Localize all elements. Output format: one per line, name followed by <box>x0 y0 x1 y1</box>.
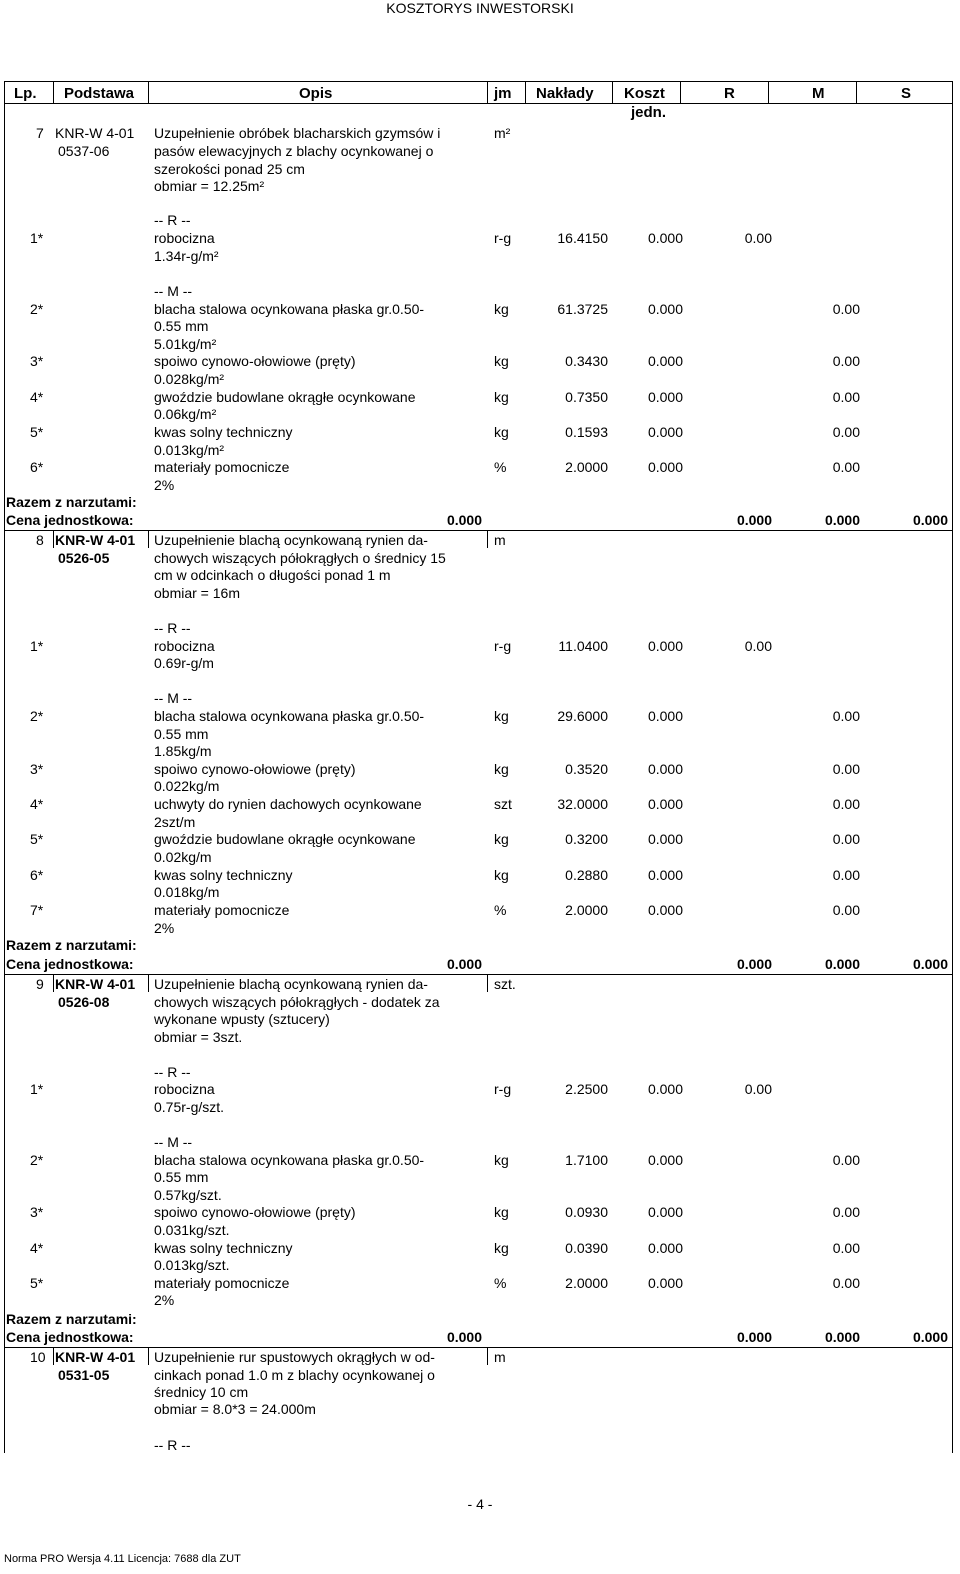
resource-koszt: 0.000 <box>647 867 683 883</box>
col-line <box>612 81 613 103</box>
resource-name: kwas solny techniczny <box>154 867 293 883</box>
resource-koszt: 0.000 <box>647 1240 683 1256</box>
resource-value-m: 0.00 <box>832 459 860 475</box>
resource-lp: 2* <box>30 301 44 317</box>
resource-norm: 2% <box>154 920 175 936</box>
r-section-header: -- R -- <box>154 1437 191 1453</box>
col-line <box>952 81 953 1453</box>
col-line <box>487 975 488 992</box>
col-header-r: R <box>724 85 735 102</box>
resource-value-m: 0.00 <box>832 1240 860 1256</box>
col-line <box>53 531 54 548</box>
resource-naklady: 0.2880 <box>565 867 608 883</box>
cena-r: 0.000 <box>736 1329 772 1345</box>
resource-koszt: 0.000 <box>647 1204 683 1220</box>
r-section-header: -- R -- <box>154 1064 191 1080</box>
resource-unit: kg <box>494 301 509 317</box>
resource-unit: r-g <box>494 638 512 654</box>
resource-value-m: 0.00 <box>832 708 860 724</box>
resource-koszt: 0.000 <box>647 1275 683 1291</box>
resource-value-m: 0.00 <box>832 1275 860 1291</box>
resource-name: robocizna <box>154 638 215 654</box>
resource-naklady: 29.6000 <box>557 708 608 724</box>
resource-lp: 6* <box>30 867 44 883</box>
item-separator <box>4 1347 952 1348</box>
cena-label: Cena jednostkowa: <box>6 1329 134 1345</box>
razem-label: Razem z narzutami: <box>6 1311 137 1327</box>
col-line <box>148 1348 149 1365</box>
resource-lp: 3* <box>30 1204 44 1220</box>
resource-value-m: 0.00 <box>832 424 860 440</box>
razem-label: Razem z narzutami: <box>6 937 137 953</box>
resource-unit: % <box>494 902 507 918</box>
resource-norm: 5.01kg/m² <box>154 336 217 352</box>
cena-m: 0.000 <box>824 956 860 972</box>
resource-value-m: 0.00 <box>832 796 860 812</box>
item-desc-line: szerokości ponad 25 cm <box>154 161 305 177</box>
item-basis: KNR-W 4-01 <box>55 976 136 992</box>
item-desc-line: Uzupełnienie rur spustowych okrągłych w od- <box>154 1349 435 1365</box>
resource-lp: 5* <box>30 831 44 847</box>
resource-unit: % <box>494 1275 507 1291</box>
resource-koszt: 0.000 <box>647 459 683 475</box>
resource-value-m: 0.00 <box>832 831 860 847</box>
license-footer: Norma PRO Wersja 4.11 Licencja: 7688 dla ZUT <box>4 1553 241 1565</box>
col-header-naklady: Nakłady <box>536 85 594 102</box>
resource-name-cont: 0.55 mm <box>154 726 209 742</box>
cena-label: Cena jednostkowa: <box>6 512 134 528</box>
item-desc-line: cinkach ponad 1.0 m z blachy ocynkowanej o <box>154 1367 435 1383</box>
m-section-header: -- M -- <box>154 283 193 299</box>
col-header-koszt: Koszt <box>624 85 665 102</box>
resource-value-r: 0.00 <box>744 230 772 246</box>
resource-norm: 0.06kg/m² <box>154 406 217 422</box>
resource-unit: kg <box>494 353 509 369</box>
razem-label: Razem z narzutami: <box>6 494 137 510</box>
col-line <box>680 81 681 103</box>
item-unit: m² <box>494 125 511 141</box>
col-line <box>487 1348 488 1365</box>
cena-m: 0.000 <box>824 512 860 528</box>
cena-r: 0.000 <box>736 956 772 972</box>
resource-name: kwas solny techniczny <box>154 1240 293 1256</box>
resource-name: blacha stalowa ocynkowana płaska gr.0.50- <box>154 301 425 317</box>
item-desc-line: pasów elewacyjnych z blachy ocynkowanej o <box>154 143 434 159</box>
item-desc-line: chowych wiszących półokrągłych - dodatek za <box>154 994 440 1010</box>
item-basis: KNR-W 4-01 <box>55 1349 136 1365</box>
col-line <box>4 81 5 1453</box>
item-lp: 8 <box>36 532 44 548</box>
resource-koszt: 0.000 <box>647 389 683 405</box>
item-lp: 9 <box>36 976 44 992</box>
m-section-header: -- M -- <box>154 1134 193 1150</box>
resource-naklady: 0.3430 <box>565 353 608 369</box>
resource-norm: 0.031kg/szt. <box>154 1222 230 1238</box>
resource-koszt: 0.000 <box>647 708 683 724</box>
cena-value: 0.000 <box>446 512 482 528</box>
resource-name: uchwyty do rynien dachowych ocynkowane <box>154 796 422 812</box>
item-desc-line: obmiar = 16m <box>154 585 240 601</box>
m-section-header: -- M -- <box>154 690 193 706</box>
item-basis-code: 0526-08 <box>58 994 110 1010</box>
table-top-border <box>4 81 952 82</box>
cena-label: Cena jednostkowa: <box>6 956 134 972</box>
cena-m: 0.000 <box>824 1329 860 1345</box>
resource-name: gwoździe budowlane okrągłe ocynkowane <box>154 389 416 405</box>
header-bottom-border <box>4 103 952 104</box>
col-header-s: S <box>901 85 912 102</box>
resource-norm: 2% <box>154 477 175 493</box>
resource-naklady: 11.0400 <box>558 638 608 654</box>
resource-unit: kg <box>494 831 509 847</box>
col-line <box>525 81 526 103</box>
resource-lp: 4* <box>30 796 44 812</box>
resource-name: spoiwo cynowo-ołowiowe (pręty) <box>154 761 356 777</box>
resource-naklady: 32.0000 <box>557 796 608 812</box>
col-line <box>148 975 149 992</box>
item-desc-line: obmiar = 12.25m² <box>154 178 265 194</box>
item-lp: 10 <box>30 1349 46 1365</box>
resource-naklady: 2.0000 <box>565 902 608 918</box>
resource-lp: 1* <box>30 638 44 654</box>
resource-unit: r-g <box>494 230 512 246</box>
resource-name: spoiwo cynowo-ołowiowe (pręty) <box>154 1204 356 1220</box>
resource-norm: 0.02kg/m <box>154 849 212 865</box>
col-line <box>53 975 54 992</box>
item-basis-code: 0526-05 <box>58 550 110 566</box>
resource-lp: 5* <box>30 1275 44 1291</box>
resource-unit: kg <box>494 867 509 883</box>
col-line <box>487 531 488 548</box>
r-section-header: -- R -- <box>154 620 191 636</box>
resource-naklady: 0.3520 <box>565 761 608 777</box>
resource-value-m: 0.00 <box>832 301 860 317</box>
resource-naklady: 2.0000 <box>565 1275 608 1291</box>
resource-naklady: 61.3725 <box>557 301 608 317</box>
item-unit: m <box>494 532 506 548</box>
resource-name: kwas solny techniczny <box>154 424 293 440</box>
resource-koszt: 0.000 <box>647 353 683 369</box>
resource-name: robocizna <box>154 230 215 246</box>
resource-name: robocizna <box>154 1081 215 1097</box>
resource-naklady: 0.0390 <box>565 1240 608 1256</box>
item-unit: szt. <box>494 976 516 992</box>
resource-lp: 3* <box>30 761 44 777</box>
resource-value-m: 0.00 <box>832 867 860 883</box>
resource-unit: kg <box>494 1240 509 1256</box>
col-header-jm: jm <box>494 85 512 102</box>
resource-koszt: 0.000 <box>647 230 683 246</box>
resource-naklady: 1.7100 <box>565 1152 608 1168</box>
resource-norm: 2szt/m <box>154 814 196 830</box>
resource-name: blacha stalowa ocynkowana płaska gr.0.50- <box>154 1152 425 1168</box>
resource-naklady: 16.4150 <box>557 230 608 246</box>
resource-value-m: 0.00 <box>832 761 860 777</box>
col-header-opis: Opis <box>299 85 333 102</box>
item-unit: m <box>494 1349 506 1365</box>
resource-unit: kg <box>494 1152 509 1168</box>
resource-koszt: 0.000 <box>647 424 683 440</box>
resource-unit: kg <box>494 424 509 440</box>
resource-koszt: 0.000 <box>647 831 683 847</box>
item-desc-line: średnicy 10 cm <box>154 1384 249 1400</box>
col-line <box>768 81 769 103</box>
col-line <box>487 81 488 103</box>
col-header-podstawa: Podstawa <box>64 85 135 102</box>
r-section-header: -- R -- <box>154 212 191 228</box>
resource-naklady: 0.1593 <box>565 424 608 440</box>
resource-value-r: 0.00 <box>744 638 772 654</box>
resource-unit: kg <box>494 389 509 405</box>
item-lp: 7 <box>36 125 44 141</box>
item-basis: KNR-W 4-01 <box>55 532 136 548</box>
col-line <box>148 81 149 103</box>
resource-norm: 0.013kg/szt. <box>154 1257 230 1273</box>
resource-unit: % <box>494 459 507 475</box>
resource-name: materiały pomocnicze <box>154 902 290 918</box>
resource-value-m: 0.00 <box>832 353 860 369</box>
resource-name: spoiwo cynowo-ołowiowe (pręty) <box>154 353 356 369</box>
resource-norm: 0.022kg/m <box>154 778 220 794</box>
resource-norm: 0.028kg/m² <box>154 371 225 387</box>
resource-norm: 2% <box>154 1292 175 1308</box>
cena-r: 0.000 <box>736 512 772 528</box>
item-separator <box>4 530 952 531</box>
item-desc-line: chowych wiszących półokrągłych o średnicy 15 <box>154 550 446 566</box>
resource-unit: kg <box>494 1204 509 1220</box>
resource-naklady: 0.3200 <box>565 831 608 847</box>
item-desc-line: Uzupełnienie blachą ocynkowaną rynien da- <box>154 976 428 992</box>
col-line <box>53 1348 54 1365</box>
resource-name: blacha stalowa ocynkowana płaska gr.0.50- <box>154 708 425 724</box>
resource-norm: 1.34r-g/m² <box>154 248 219 264</box>
item-desc-line: obmiar = 3szt. <box>154 1029 243 1045</box>
item-basis: KNR-W 4-01 <box>55 125 135 141</box>
resource-norm: 0.018kg/m <box>154 884 220 900</box>
resource-lp: 6* <box>30 459 44 475</box>
item-desc-line: Uzupełnienie blachą ocynkowaną rynien da- <box>154 532 428 548</box>
col-header-m: M <box>812 85 825 102</box>
cena-s: 0.000 <box>912 512 948 528</box>
col-line <box>53 81 54 103</box>
resource-unit: kg <box>494 708 509 724</box>
resource-name: materiały pomocnicze <box>154 1275 290 1291</box>
resource-lp: 1* <box>30 1081 44 1097</box>
resource-value-m: 0.00 <box>832 389 860 405</box>
resource-lp: 2* <box>30 708 44 724</box>
resource-norm: 0.75r-g/szt. <box>154 1099 225 1115</box>
resource-name: gwoździe budowlane okrągłe ocynkowane <box>154 831 416 847</box>
resource-koszt: 0.000 <box>647 761 683 777</box>
resource-koszt: 0.000 <box>647 638 683 654</box>
resource-value-m: 0.00 <box>832 902 860 918</box>
item-desc-line: obmiar = 8.0*3 = 24.000m <box>154 1401 316 1417</box>
document-title: KOSZTORYS INWESTORSKI <box>386 0 574 16</box>
item-separator <box>4 974 952 975</box>
resource-value-m: 0.00 <box>832 1152 860 1168</box>
resource-lp: 1* <box>30 230 44 246</box>
resource-unit: r-g <box>494 1081 512 1097</box>
resource-name-cont: 0.55 mm <box>154 318 209 334</box>
resource-lp: 4* <box>30 1240 44 1256</box>
resource-lp: 4* <box>30 389 44 405</box>
resource-koszt: 0.000 <box>647 301 683 317</box>
page-number: - 4 - <box>467 1496 493 1512</box>
resource-lp: 7* <box>30 902 44 918</box>
resource-unit: kg <box>494 761 509 777</box>
item-basis-code: 0531-05 <box>58 1367 110 1383</box>
item-desc-line: Uzupełnienie obróbek blacharskich gzymsów i <box>154 125 441 141</box>
resource-name: materiały pomocnicze <box>154 459 290 475</box>
resource-koszt: 0.000 <box>647 1081 683 1097</box>
resource-naklady: 2.2500 <box>565 1081 608 1097</box>
resource-lp: 3* <box>30 353 44 369</box>
cena-s: 0.000 <box>912 1329 948 1345</box>
resource-unit: szt <box>494 796 512 812</box>
resource-naklady: 2.0000 <box>565 459 608 475</box>
resource-koszt: 0.000 <box>647 796 683 812</box>
resource-value-r: 0.00 <box>744 1081 772 1097</box>
resource-lp: 2* <box>30 1152 44 1168</box>
cena-value: 0.000 <box>446 956 482 972</box>
resource-norm: 0.013kg/m² <box>154 442 225 458</box>
cena-value: 0.000 <box>446 1329 482 1345</box>
resource-koszt: 0.000 <box>647 1152 683 1168</box>
resource-naklady: 0.7350 <box>565 389 608 405</box>
col-line <box>148 531 149 548</box>
resource-name-cont: 0.55 mm <box>154 1169 209 1185</box>
col-header-jedn: jedn. <box>631 104 667 121</box>
col-line <box>856 81 857 103</box>
resource-norm: 1.85kg/m <box>154 743 212 759</box>
item-desc-line: wykonane wpusty (sztucery) <box>154 1011 330 1027</box>
resource-norm: 0.57kg/szt. <box>154 1187 222 1203</box>
resource-koszt: 0.000 <box>647 902 683 918</box>
resource-value-m: 0.00 <box>832 1204 860 1220</box>
cena-s: 0.000 <box>912 956 948 972</box>
item-basis-code: 0537-06 <box>58 143 110 159</box>
resource-norm: 0.69r-g/m <box>154 655 214 671</box>
item-desc-line: cm w odcinkach o długości ponad 1 m <box>154 567 391 583</box>
resource-naklady: 0.0930 <box>565 1204 608 1220</box>
col-header-lp: Lp. <box>14 85 37 102</box>
resource-lp: 5* <box>30 424 44 440</box>
